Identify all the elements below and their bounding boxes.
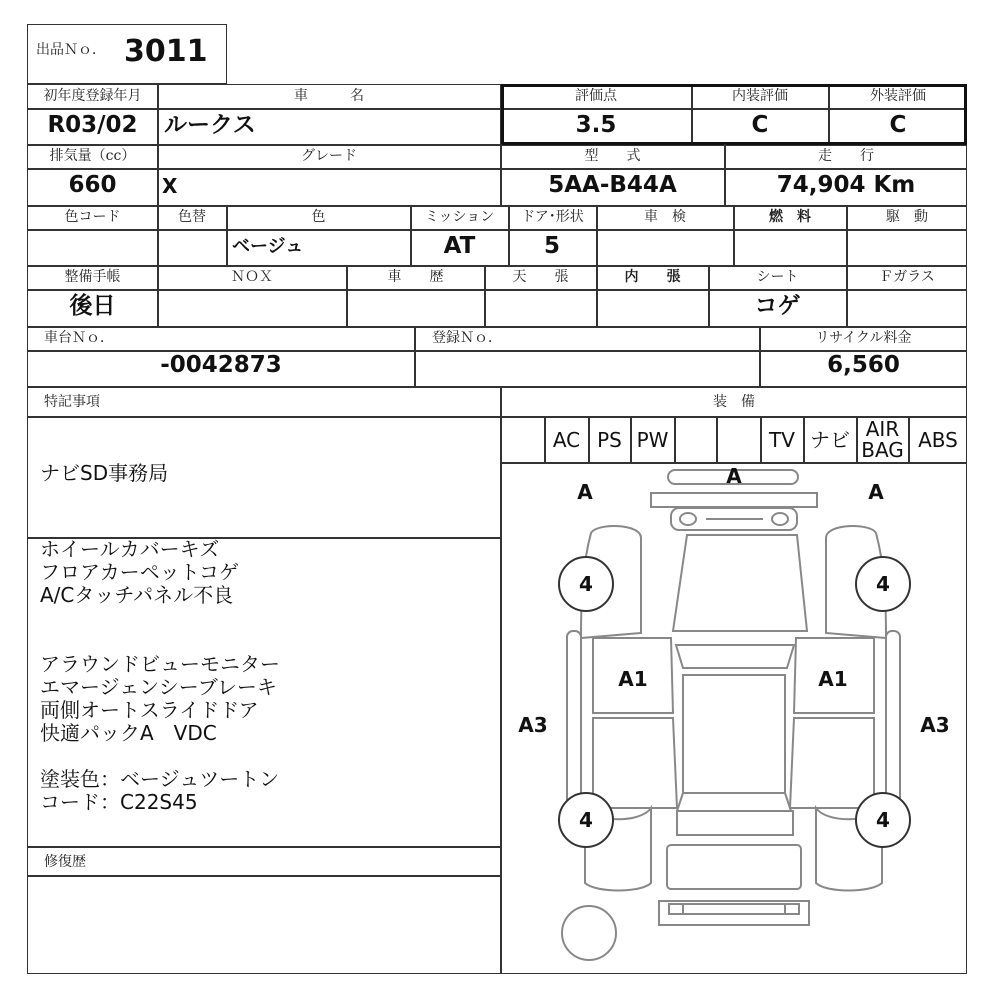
grade-value: X xyxy=(162,174,178,198)
color-value: ベージュ xyxy=(232,236,304,257)
shaken-label: 車 検 xyxy=(644,209,686,225)
damage-left-rear-tire: 4 xyxy=(579,808,593,832)
displacement-value: 660 xyxy=(68,172,117,198)
mission-label: ミッション xyxy=(424,209,495,225)
nox-label: ＮＯＸ xyxy=(231,269,273,285)
repair-label: 修復歴 xyxy=(44,854,86,870)
equipment-label: 装 備 xyxy=(713,394,755,410)
damage-right-side: A3 xyxy=(920,713,950,737)
equip-pw: PW xyxy=(636,428,669,452)
hline xyxy=(27,386,967,388)
car-diagram xyxy=(501,463,966,973)
equip-tv: TV xyxy=(769,428,795,452)
hline xyxy=(27,875,501,877)
damage-front-left: A xyxy=(577,480,593,504)
seat-label: シート xyxy=(756,269,799,285)
hline xyxy=(27,846,501,848)
interior-trim-label: 内 張 xyxy=(624,269,681,285)
damage-left-front-tire: 4 xyxy=(579,572,593,596)
damage-right-door: A1 xyxy=(818,667,848,691)
damage-left-side: A3 xyxy=(518,713,548,737)
score-value: 3.5 xyxy=(575,112,617,138)
equip-airbag: AIR BAG xyxy=(861,417,904,462)
interior-value: C xyxy=(751,112,769,138)
notes-main: ホイールカバーキズ フロアカーペットコゲ A/Cタッチパネル不良 アラウンドビューモニター エマージェンシーブレーキ 両側オートスライドドア 快適パックA VDC 塗装色：ベージュツートン コード：C22S45 xyxy=(40,537,280,814)
door-label: ドア･形状 xyxy=(521,209,584,225)
notes-label: 特記事項 xyxy=(44,394,100,410)
history-label: 車 歴 xyxy=(387,269,444,285)
manual-value: 後日 xyxy=(69,293,116,319)
displacement-label: 排気量（cc） xyxy=(49,148,136,164)
vline xyxy=(414,326,416,386)
chassis-value: -0042873 xyxy=(160,352,282,378)
mission-value: AT xyxy=(443,233,476,259)
damage-right-front-tire: 4 xyxy=(876,572,890,596)
mileage-label: 走 行 xyxy=(818,148,874,164)
door-value: 5 xyxy=(544,233,561,259)
model-value: 5AA-B44A xyxy=(548,172,677,198)
glass-label: Ｆガラス xyxy=(879,269,935,285)
equip-ac: AC xyxy=(552,428,581,452)
interior-label: 内装評価 xyxy=(732,88,788,104)
equip-ps: PS xyxy=(597,428,622,452)
exterior-label: 外装評価 xyxy=(870,88,926,104)
ceiling-label: 天 張 xyxy=(512,269,569,285)
reg-label: 登録Ｎｏ． xyxy=(432,330,502,346)
drive-label: 駆 動 xyxy=(886,209,928,225)
car-name-value: ルークス xyxy=(164,112,256,138)
seat-value: コゲ xyxy=(754,293,801,319)
damage-left-door: A1 xyxy=(618,667,648,691)
equip-abs: ABS xyxy=(918,428,958,452)
equip-cell-blank xyxy=(675,418,716,462)
notes-top: ナビSD事務局 xyxy=(40,461,169,485)
exterior-value: C xyxy=(889,112,907,138)
fuel-label: 燃 料 xyxy=(769,209,811,225)
recycle-value: 6,560 xyxy=(827,352,900,378)
equip-cell-blank xyxy=(501,418,544,462)
score-label: 評価点 xyxy=(575,88,617,104)
grade-label: グレード xyxy=(301,148,357,164)
chassis-label: 車台Ｎｏ． xyxy=(44,330,114,346)
first-reg-value: R03/02 xyxy=(47,112,138,138)
lot-label: 出品Ｎｏ． xyxy=(36,42,106,58)
recycle-label: リサイクル料金 xyxy=(815,330,912,346)
equip-navi: ナビ xyxy=(810,428,850,452)
color-code-label: 色コード xyxy=(64,209,121,225)
lot-number: 3011 xyxy=(124,34,208,69)
damage-front-bumper: A xyxy=(726,464,742,488)
damage-front-right: A xyxy=(868,480,884,504)
equip-cell-blank xyxy=(717,418,760,462)
repaint-label: 色替 xyxy=(178,209,206,225)
manual-label: 整備手帳 xyxy=(64,269,121,285)
damage-right-rear-tire: 4 xyxy=(876,808,890,832)
color-label: 色 xyxy=(311,209,326,225)
car-name-label: 車 名 xyxy=(294,88,364,104)
model-label: 型 式 xyxy=(584,148,641,164)
first-reg-label: 初年度登録年月 xyxy=(43,88,142,104)
mileage-value: 74,904 Km xyxy=(776,172,916,198)
